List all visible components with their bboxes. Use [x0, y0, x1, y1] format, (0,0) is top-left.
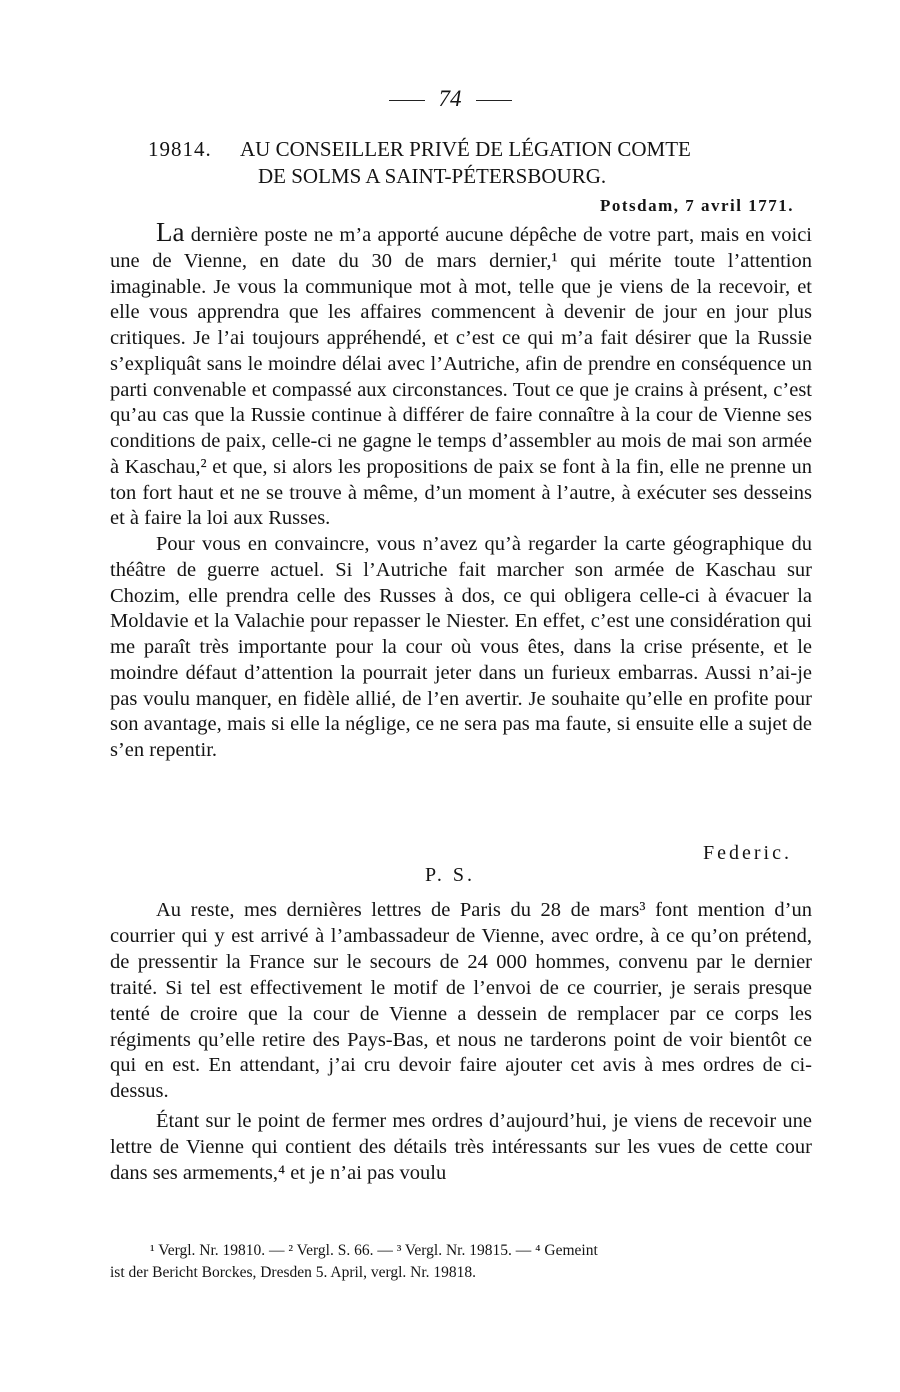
heading-line-1: AU CONSEILLER PRIVÉ DE LÉGATION COMTE	[240, 137, 691, 161]
postscript-label: P. S.	[424, 864, 476, 886]
dateline: Potsdam, 7 avril 1771.	[599, 196, 794, 215]
rule-right	[476, 100, 512, 101]
letter-number: 19814.	[148, 137, 212, 161]
heading-line-2: DE SOLMS A SAINT-PÉTERSBOURG.	[258, 164, 607, 188]
postscript-body	[110, 898, 812, 1191]
postscript-paragraph-2: Étant sur le point de fermer mes ordres d’aujourd’hui, je viens de recevoir une lettre de Vienne qui contient des détails très intéressants sur les vues de cette cour dans ses armements,⁴ et je n’ai pas voulu	[110, 1110, 812, 1185]
paragraph-1-opening: La	[156, 217, 185, 247]
footnote-line-2: ist der Bericht Borckes, Dresden 5. April, vergl. Nr. 19818.	[110, 1264, 477, 1281]
postscript-paragraph-1: Au reste, mes dernières lettres de Paris du 28 de mars³ font mention d’un courrier qui y est arrivé à l’ambassadeur de Vienne, avec ordre, à ce qu’on prétend, de pressentir la France sur le secours de 24 000 hommes, convenu par le dernier traité. Si tel est effectivement le motif de l’envoi de ce courrier, je serais presque tenté de croire que la cour de Vienne a dessein de remplacer par ce corps les régiments qu’elle retire des Pays-Bas, et nous ne tarderons point de voir bientôt ce qui en est. En attendant, j’ai cru devoir faire ajouter cet avis à mes ordres de ci-dessus.	[110, 899, 812, 1103]
paragraph-1	[110, 217, 812, 532]
paragraph-2: Pour vous en convaincre, vous n’avez qu’à regarder la carte géographique du théâtre de guerre actuel. Si l’Autriche fait marcher son armée de Kaschau sur Chozim, elle prendra celle des Russes à dos, ce qui obligera celle-ci à évacuer la Moldavie et la Valachie pour repasser le Niester. En effet, c’est une considération qui me paraît très importante pour la cour où vous êtes, dans la crise présente, et le moindre défaut d’attention la pourrait jeter dans un furieux embarras. Aussi n’ai-je pas voulu manquer, en fidèle allié, de l’en avertir. Je souhaite qu’elle en profite pour son avantage, mais si elle la néglige, ce ne sera pas ma faute, si ensuite elle a sujet de s’en repentir.	[110, 533, 812, 761]
letter-heading	[148, 136, 808, 190]
paragraph-1-text: dernière poste ne m’a apporté aucune dépêche de votre part, mais en voici une de Vienne, en date du 30 de mars dernier,¹ qui mérite toute l’attention imaginable. Je vous la communique mot à mot, telle que je viens de la recevoir, et elle vous apprendra que les affaires commencent à devenir de jour en jour plus critiques. Je l’ai toujours appréhendé, et c’est ce qui m’a fait désirer que la Russie s’expliquât sans le moindre délai avec l’Autriche, afin de prendre en conséquence un parti convenable et compassé aux circonstances. Tout ce que je crains à présent, c’est qu’au cas que la Russie continue à différer de faire connaître à la cour de Vienne ses conditions de paix, celle-ci ne gagne le temps d’assembler au mois de mai son armée à Kaschau,² et que, si alors les propositions de paix se font à la fin, elle ne prenne un ton fort haut et ne se trouve à même, d’un moment à l’autre, à exécuter ses desseins et à faire la loi aux Russes.	[110, 224, 812, 530]
rule-left	[389, 100, 425, 101]
page-number-text: 74	[438, 86, 462, 111]
letter-body	[110, 217, 812, 764]
page-number	[0, 84, 900, 114]
footnote-line-1: ¹ Vergl. Nr. 19810. — ² Vergl. S. 66. — ³ Vergl. Nr. 19815. — ⁴ Gemeint	[150, 1242, 598, 1259]
footnotes	[110, 1240, 812, 1284]
signature: Federic.	[703, 842, 792, 864]
